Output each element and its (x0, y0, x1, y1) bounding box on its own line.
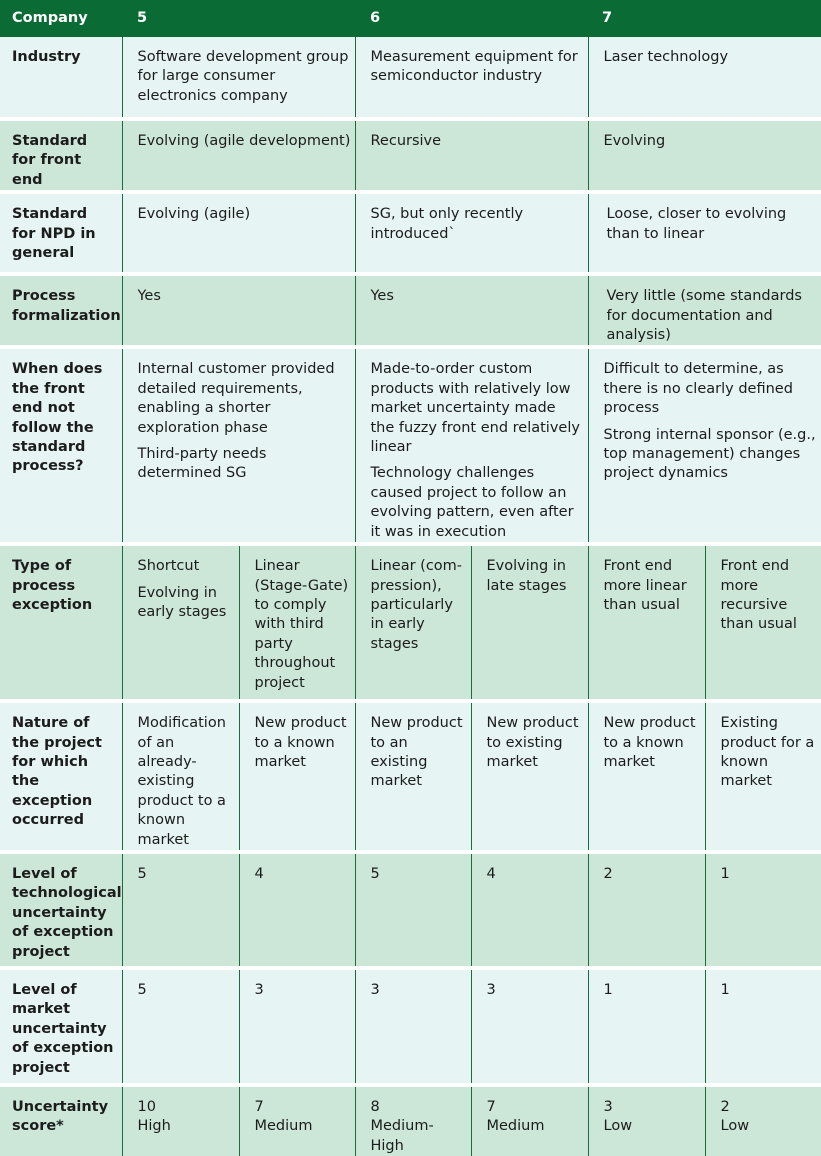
cell-text: SG, but only recently introduced` (371, 205, 584, 244)
cell-text: Yes (138, 287, 351, 306)
row-industry (0, 37, 821, 119)
cell-text: 2 (721, 1098, 818, 1117)
cell (588, 1085, 705, 1156)
cell (588, 119, 821, 192)
cell-content (356, 194, 588, 244)
cell (239, 852, 355, 968)
cell-text: Loose, closer to evolving than to linear (607, 205, 818, 244)
cell-text: Evolving in early stages (138, 584, 235, 623)
cell (355, 968, 471, 1085)
cell-text: 5 (138, 865, 235, 884)
cell (355, 37, 588, 119)
cell-content (472, 854, 588, 884)
cell-text: 8 (371, 1098, 467, 1117)
cell-text: High (138, 1117, 235, 1136)
cell-content (589, 121, 821, 151)
cell-text: 3 (255, 981, 351, 1000)
cell-content (356, 854, 471, 884)
cell (122, 274, 355, 347)
cell-content (472, 970, 588, 1000)
cell-content (589, 194, 821, 244)
cell-content (472, 546, 588, 596)
cell (588, 968, 705, 1085)
cell (355, 347, 588, 544)
cell-text: Medium-High (371, 1117, 467, 1156)
cell-text: 5 (138, 981, 235, 1000)
cell (705, 852, 821, 968)
row-label: When does the front end not follow the standard process? (0, 349, 122, 476)
cell-text: New product to a known market (604, 714, 701, 772)
cell (471, 968, 588, 1085)
cell (471, 852, 588, 968)
row-exception-type (0, 544, 821, 701)
row-front-end-exceptions (0, 347, 821, 544)
row-label: Level of market uncertainty of exception project (0, 970, 122, 1078)
cell-content (240, 970, 355, 1000)
row-market-uncertainty (0, 968, 821, 1085)
cell-content (356, 37, 588, 87)
row-label-cell (0, 701, 122, 852)
cell (705, 1085, 821, 1156)
cell-content (356, 276, 588, 306)
cell (588, 192, 821, 274)
cell-text: Measurement equipment for semiconductor industry (371, 48, 584, 87)
cell-content (706, 546, 821, 635)
row-label-cell (0, 1085, 122, 1156)
cell-content (240, 1087, 355, 1137)
cell (355, 852, 471, 968)
cell-text: Internal customer provided detailed requirements, enabling a shorter exploration phase (138, 360, 351, 438)
cell-content (589, 854, 705, 884)
cell (355, 119, 588, 192)
cell (355, 274, 588, 347)
header-label: Company (0, 9, 122, 28)
row-label: Standard for front end (0, 121, 122, 190)
cell-content (589, 1087, 705, 1137)
cell-text: Linear (com-pression), particularly in early stages (371, 557, 467, 654)
header-company-6: 6 (355, 9, 588, 28)
cell (122, 968, 239, 1085)
cell-text: Recursive (371, 132, 584, 151)
cell-text: 7 (487, 1098, 584, 1117)
cell (122, 347, 355, 544)
cell-text: Laser technology (604, 48, 818, 67)
cell-text: Evolving (agile development) (138, 132, 351, 151)
cell-content (356, 1087, 471, 1156)
cell-content (356, 703, 471, 792)
cell-content (240, 546, 355, 693)
cell-text: 3 (487, 981, 584, 1000)
cell (122, 852, 239, 968)
cell-content (472, 1087, 588, 1137)
cell-text: Very little (some standards for documentation and analysis) (607, 287, 818, 345)
cell-text: Software development group for large consumer electronics company (138, 48, 351, 106)
cell-text: Low (721, 1117, 818, 1136)
header-row (0, 0, 821, 37)
cell (239, 544, 355, 701)
row-label-cell (0, 37, 122, 119)
cell-content (356, 970, 471, 1000)
cell-text: Third-party needs determined SG (138, 445, 351, 484)
cell-text: 3 (604, 1098, 701, 1117)
cell-content (589, 546, 705, 615)
cell-text: Technology challenges caused project to follow an evolving pattern, even after it was in execution (371, 464, 584, 542)
cell-text: 1 (721, 981, 818, 1000)
cell-text: Existing product for a known market (721, 714, 818, 792)
cell-content (589, 703, 705, 772)
cell-content (123, 854, 239, 884)
cell-content (589, 349, 821, 483)
row-project-nature (0, 701, 821, 852)
row-standard-front-end (0, 119, 821, 192)
cell (355, 1085, 471, 1156)
cell (355, 192, 588, 274)
cell (122, 37, 355, 119)
cell (588, 701, 705, 852)
cell-text: 4 (487, 865, 584, 884)
cell-content (356, 349, 588, 542)
cell-content (123, 37, 355, 106)
cell (239, 1085, 355, 1156)
cell (705, 544, 821, 701)
row-label: Level of technological uncertainty of exception project (0, 854, 122, 962)
cell-content (123, 546, 239, 622)
cell (122, 119, 355, 192)
cell-content (123, 194, 355, 224)
cell-content (240, 854, 355, 884)
cell-text: Evolving (agile) (138, 205, 351, 224)
cell-text: Difficult to determine, as there is no clearly defined process (604, 360, 818, 418)
cell-content (472, 703, 588, 772)
cell-text: Front end more linear than usual (604, 557, 701, 615)
cell (122, 544, 239, 701)
cell-text: Modification of an already-existing product to a known market (138, 714, 235, 850)
cell (588, 544, 705, 701)
cell (471, 701, 588, 852)
cell-text: Made-to-order custom products with relatively low market uncertainty made the fuzzy front end relatively linear (371, 360, 584, 457)
row-process-formalization (0, 274, 821, 347)
cell (122, 192, 355, 274)
cell-content (706, 854, 821, 884)
cell (588, 852, 705, 968)
cell-text: Medium (487, 1117, 584, 1136)
cell-text: New product to an existing market (371, 714, 467, 792)
row-label-cell (0, 274, 122, 347)
cell-content (356, 546, 471, 654)
cell-content (706, 703, 821, 792)
cell-content (589, 970, 705, 1000)
cell-content (589, 276, 821, 345)
cell-text: Yes (371, 287, 584, 306)
cell-text: New product to existing market (487, 714, 584, 772)
row-label: Nature of the project for which the exception occurred (0, 703, 122, 830)
cell-text: Linear (Stage-Gate) to comply with third party throughout project (255, 557, 351, 693)
cell-text: 7 (255, 1098, 351, 1117)
header-company-5: 5 (122, 9, 355, 28)
row-standard-npd (0, 192, 821, 274)
cell (122, 1085, 239, 1156)
cell-text: 3 (371, 981, 467, 1000)
cell-content (123, 970, 239, 1000)
row-label: Type of process exception (0, 546, 122, 615)
cell-text: Evolving (604, 132, 818, 151)
row-label: Industry (0, 37, 122, 67)
cell (471, 1085, 588, 1156)
cell-content (240, 703, 355, 772)
cell-text: Shortcut (138, 557, 235, 576)
cell-content (706, 1087, 821, 1137)
row-uncertainty-score (0, 1085, 821, 1156)
cell-text: 2 (604, 865, 701, 884)
cell-text: 5 (371, 865, 467, 884)
cell (705, 968, 821, 1085)
cell-text: 1 (604, 981, 701, 1000)
cell-content (123, 276, 355, 306)
header-company-7-cell (588, 0, 821, 37)
row-label-cell (0, 968, 122, 1085)
cell-text: 4 (255, 865, 351, 884)
row-label: Process formalization (0, 276, 122, 326)
cell-content (589, 37, 821, 67)
row-label: Uncertainty score* (0, 1087, 122, 1137)
cell (122, 701, 239, 852)
cell-text: Low (604, 1117, 701, 1136)
cell-content (123, 1087, 239, 1137)
cell-text: Strong internal sponsor (e.g., top management) changes project dynamics (604, 426, 818, 484)
header-company-6-cell (355, 0, 588, 37)
cell-text: 1 (721, 865, 818, 884)
row-label-cell (0, 347, 122, 544)
cell (239, 701, 355, 852)
cell-content (706, 970, 821, 1000)
cell-content (123, 703, 239, 850)
header-company-7: 7 (588, 9, 821, 28)
cell-text: New product to a known market (255, 714, 351, 772)
row-tech-uncertainty (0, 852, 821, 968)
cell (471, 544, 588, 701)
row-label-cell (0, 119, 122, 192)
row-label: Standard for NPD in general (0, 194, 122, 263)
cell-content (123, 121, 355, 151)
cell (705, 701, 821, 852)
cell-content (123, 349, 355, 483)
cell-text: Front end more recursive than usual (721, 557, 818, 635)
cell-text: Evolving in late stages (487, 557, 584, 596)
cell (588, 37, 821, 119)
cell (588, 347, 821, 544)
row-label-cell (0, 852, 122, 968)
header-label-cell (0, 0, 122, 37)
row-label-cell (0, 544, 122, 701)
cell-content (356, 121, 588, 151)
cell (588, 274, 821, 347)
row-label-cell (0, 192, 122, 274)
cell-text: 10 (138, 1098, 235, 1117)
cell (355, 701, 471, 852)
cell (355, 544, 471, 701)
cell (239, 968, 355, 1085)
cell-text: Medium (255, 1117, 351, 1136)
header-company-5-cell (122, 0, 355, 37)
